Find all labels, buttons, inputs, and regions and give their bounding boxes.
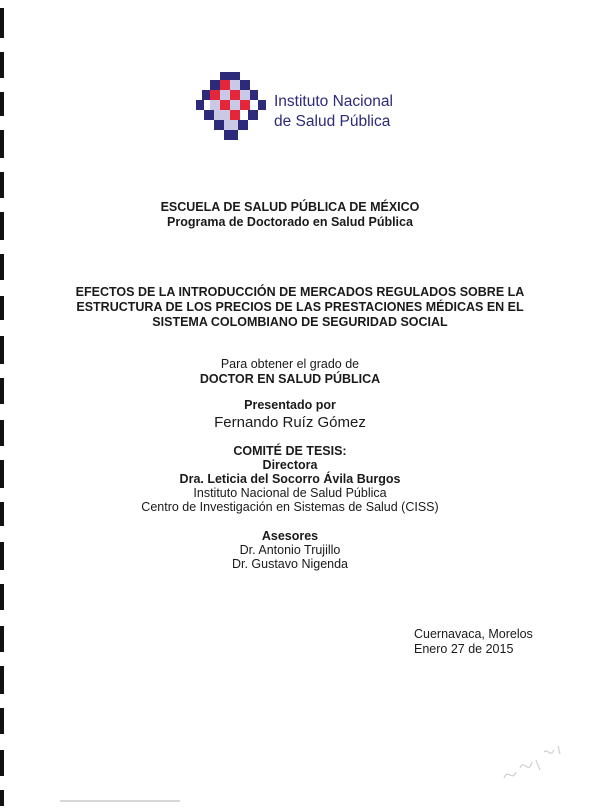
degree-block (0, 357, 580, 387)
school-name: ESCUELA DE SALUD PÚBLICA DE MÉXICO (160, 200, 420, 214)
thesis-title-line3: SISTEMA COLOMBIANO DE SEGURIDAD SOCIAL (152, 315, 448, 329)
committee-block (0, 444, 580, 514)
place-date-block (414, 627, 533, 657)
institution-name-line1: Instituto Nacional (274, 93, 393, 110)
director-name: Dra. Leticia del Socorro Ávila Burgos (179, 472, 401, 486)
author-label: Presentado por (244, 398, 336, 412)
school-block (0, 200, 580, 230)
scan-edge-mark (60, 800, 180, 802)
degree-intro: Para obtener el grado de (220, 357, 360, 371)
thesis-title-line2: ESTRUCTURA DE LOS PRECIOS DE LAS PRESTACIONES MÉDICAS EN EL (76, 300, 524, 314)
handwritten-mark (498, 738, 568, 788)
director-role: Directora (262, 458, 318, 472)
author-name: Fernando Ruíz Gómez (214, 414, 366, 431)
institution-name-line2: de Salud Pública (274, 113, 391, 130)
institution-logo (196, 72, 274, 142)
date: Enero 27 de 2015 (414, 642, 514, 656)
advisor-name: Dr. Gustavo Nigenda (231, 557, 349, 571)
committee-heading: COMITÉ DE TESIS: (233, 444, 347, 458)
place: Cuernavaca, Morelos (414, 627, 533, 641)
advisor-name: Dr. Antonio Trujillo (239, 543, 341, 557)
institution-name (274, 92, 393, 132)
degree-name: DOCTOR EN SALUD PÚBLICA (199, 372, 381, 386)
advisors-heading: Asesores (261, 529, 319, 543)
author-block (0, 397, 580, 431)
director-affiliation-1: Instituto Nacional de Salud Pública (193, 486, 387, 500)
thesis-title (10, 285, 590, 330)
program-name: Programa de Doctorado en Salud Pública (167, 215, 413, 229)
advisors-block (0, 529, 580, 571)
director-affiliation-2: Centro de Investigación en Sistemas de Salud (CISS) (141, 500, 439, 514)
thesis-title-line1: EFECTOS DE LA INTRODUCCIÓN DE MERCADOS REGULADOS SOBRE LA (75, 285, 525, 299)
